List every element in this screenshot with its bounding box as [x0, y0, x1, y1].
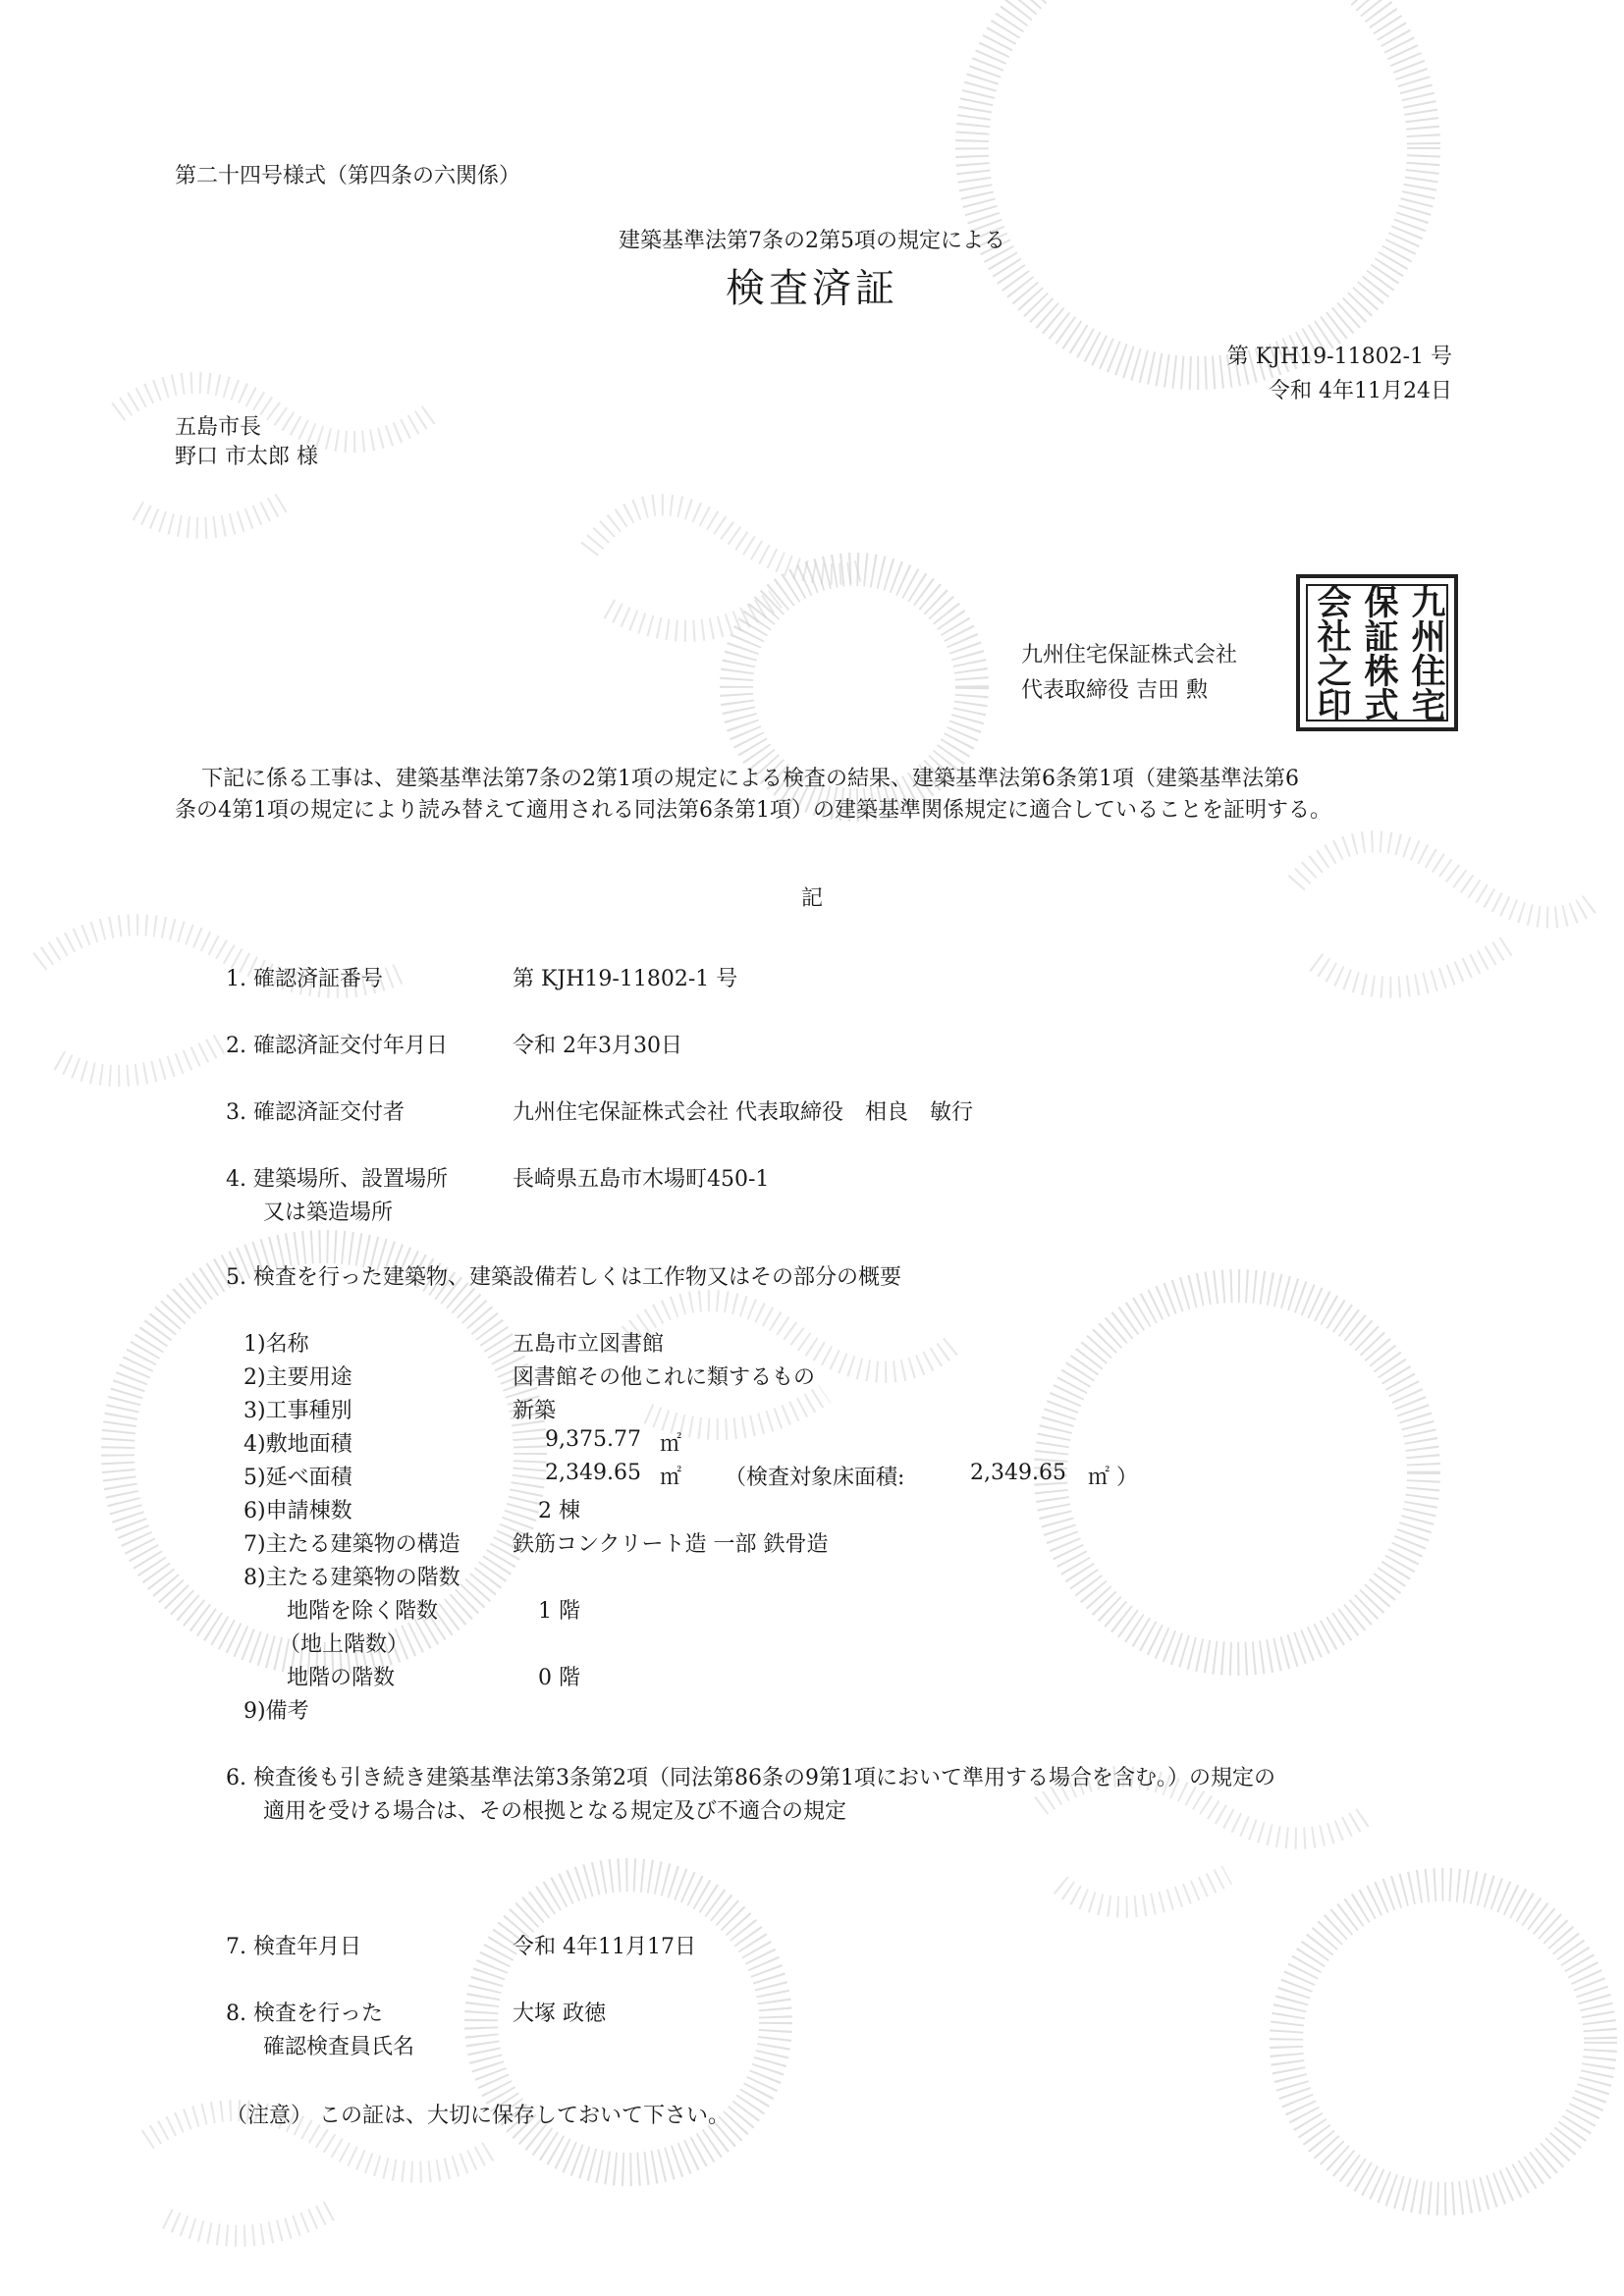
overview-name-value: 五島市立図書館	[513, 1332, 665, 1357]
company-seal	[1296, 574, 1458, 731]
overview-structure-value: 鉄筋コンクリート造 一部 鉄骨造	[513, 1532, 829, 1557]
item-6-label: 6. 検査後も引き続き建築基準法第3条第2項（同法第86条の9第1項において準用する場合を含む。）の規定の	[226, 1766, 1275, 1790]
overview-inspected-area-value: 2,349.65	[970, 1461, 1066, 1485]
item-4-label: 4. 建築場所、設置場所	[226, 1167, 448, 1192]
seal-col-3: 会社之印	[1312, 584, 1351, 721]
overview-work-type-label: 3)工事種別	[244, 1399, 352, 1423]
item-8-value: 大塚 政徳	[513, 2002, 606, 2026]
item-3-value: 九州住宅保証株式会社 代表取締役 相良 敏行	[513, 1100, 973, 1125]
ki-heading: 記	[800, 886, 823, 911]
document-title: 検査済証	[726, 266, 898, 311]
overview-buildings-label: 6)申請棟数	[244, 1499, 352, 1523]
overview-floor-area-unit: ㎡	[660, 1466, 682, 1490]
overview-work-type-value: 新築	[513, 1399, 557, 1423]
seal-col-1: 九州住宅	[1406, 584, 1445, 721]
overview-structure-label: 7)主たる建築物の構造	[244, 1532, 460, 1557]
overview-floors-above-label: 地階を除く階数	[287, 1599, 439, 1624]
overview-use-value: 図書館その他これに類するもの	[513, 1365, 816, 1390]
overview-floors-basement-value: 0 階	[538, 1666, 580, 1690]
overview-floors-above-note: （地上階数）	[279, 1632, 409, 1657]
overview-floor-area-value: 2,349.65	[545, 1461, 641, 1485]
overview-site-area-label: 4)敷地面積	[244, 1432, 352, 1457]
item-8-label: 8. 検査を行った	[226, 2002, 383, 2026]
item-5-label: 5. 検査を行った建築物、建築設備若しくは工作物又はその部分の概要	[226, 1265, 901, 1290]
issuer-representative: 代表取締役 吉田 勲	[1021, 678, 1208, 703]
issue-date: 令和 4年11月24日	[1269, 379, 1452, 403]
item-4-value: 長崎県五島市木場町450-1	[513, 1167, 770, 1192]
addressee-title: 五島市長	[175, 415, 262, 440]
overview-floors-label: 8)主たる建築物の階数	[244, 1566, 460, 1590]
overview-site-area-value: 9,375.77	[545, 1427, 641, 1452]
statement-line-2: 条の4第1項の規定により読み替えて適用される同法第6条第1項）の建築基準関係規定に適合していることを証明する。	[175, 798, 1331, 823]
item-2-label: 2. 確認済証交付年月日	[226, 1034, 448, 1058]
item-7-value: 令和 4年11月17日	[513, 1935, 696, 1959]
item-1-value: 第 KJH19-11802-1 号	[513, 967, 738, 991]
item-4-label-2: 又は築造場所	[263, 1201, 394, 1225]
overview-floors-basement-label: 地階の階数	[287, 1666, 396, 1690]
overview-remarks-label: 9)備考	[244, 1699, 309, 1724]
issuer-company: 九州住宅保証株式会社	[1021, 643, 1238, 667]
item-7-label: 7. 検査年月日	[226, 1935, 361, 1959]
overview-inspected-area-label: （検査対象床面積:	[725, 1466, 905, 1490]
item-8-label-2: 確認検査員氏名	[263, 2035, 415, 2059]
overview-use-label: 2)主要用途	[244, 1365, 352, 1390]
item-1-label: 1. 確認済証番号	[226, 967, 383, 991]
footer-note: （注意） この証は、大切に保存しておいて下さい。	[226, 2104, 730, 2128]
addressee-name: 野口 市太郎 様	[175, 445, 318, 469]
item-2-value: 令和 2年3月30日	[513, 1034, 682, 1058]
seal-col-2: 保証株式	[1359, 584, 1398, 721]
item-3-label: 3. 確認済証交付者	[226, 1100, 405, 1125]
legal-basis: 建築基準法第7条の2第5項の規定による	[619, 229, 1005, 253]
overview-floor-area-label: 5)延べ面積	[244, 1466, 352, 1490]
overview-name-label: 1)名称	[244, 1332, 309, 1357]
overview-inspected-area-unit: ㎡ ）	[1088, 1466, 1138, 1490]
item-6-label-2: 適用を受ける場合は、その根拠となる規定及び不適合の規定	[263, 1799, 847, 1824]
statement-line-1: 下記に係る工事は、建築基準法第7条の2第1項の規定による検査の結果、建築基準法第6条第1項（建築基準法第6	[201, 767, 1299, 791]
overview-floors-above-value: 1 階	[538, 1599, 580, 1624]
form-id: 第二十四号様式（第四条の六関係）	[175, 164, 521, 188]
certificate-number: 第 KJH19-11802-1 号	[1226, 345, 1452, 369]
overview-site-area-unit: ㎡	[660, 1432, 682, 1457]
overview-buildings-value: 2 棟	[538, 1499, 580, 1523]
